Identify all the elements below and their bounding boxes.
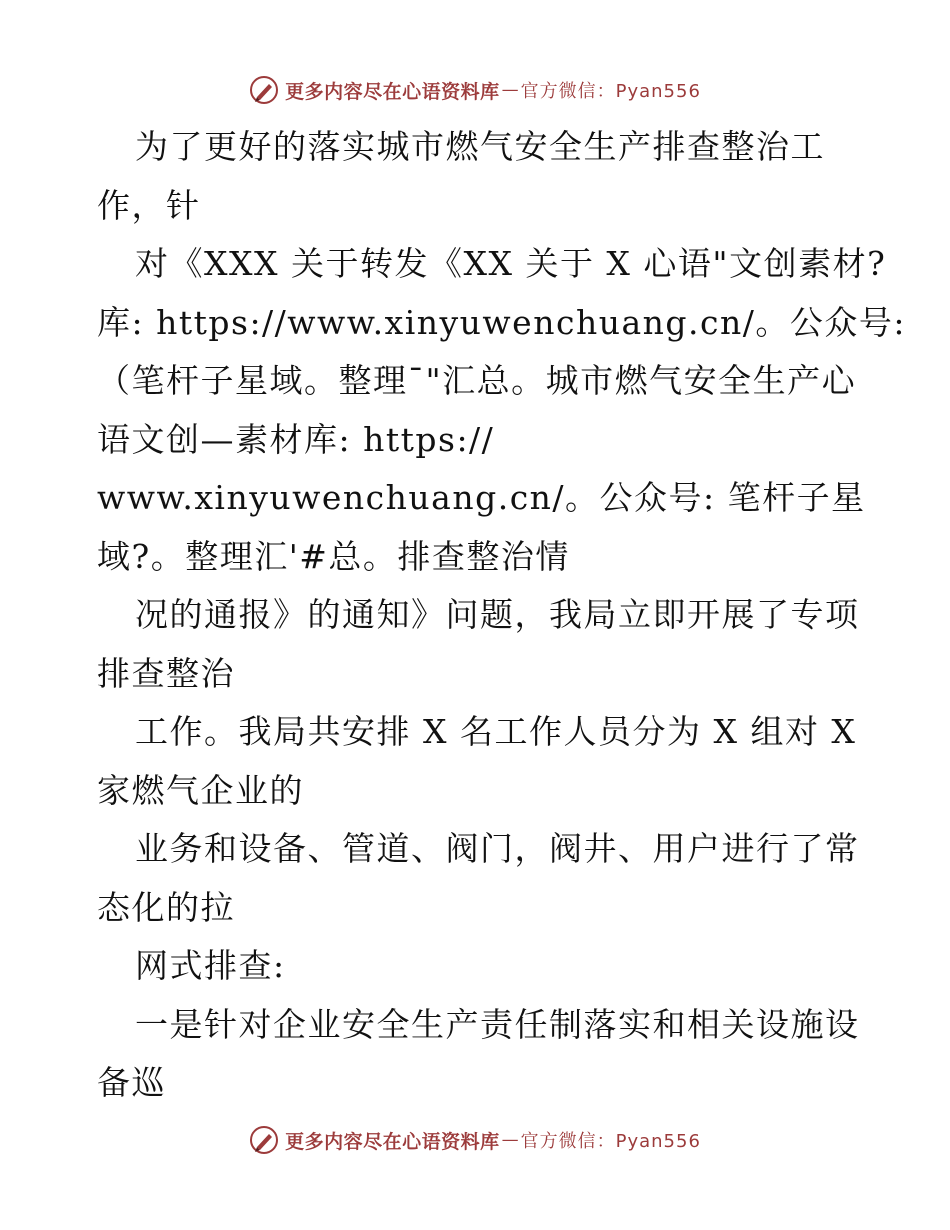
paragraph-line: 态化的拉 [97, 887, 235, 927]
footer-banner-text: 更多内容尽在心语资料库 [285, 1130, 500, 1153]
header-banner-contact: 官方微信：Pyan556 [520, 81, 701, 102]
paragraph-line: 备巡 [97, 1063, 166, 1102]
paragraph-line: 域?。整理汇'#总。排查整治情 [97, 536, 570, 576]
paragraph-line: 工作。我局共安排 X 名工作人员分为 X 组对 X [135, 712, 857, 751]
footer-banner-dash: — [501, 1130, 519, 1150]
paragraph-line: 作，针 [97, 185, 201, 225]
header-banner-text: 更多内容尽在心语资料库 [285, 80, 500, 103]
pen-logo-icon [249, 1125, 279, 1155]
footer-banner [0, 1120, 950, 1160]
header-banner-dash: — [501, 80, 519, 100]
paragraph-line: 业务和设备、管道、阀门，阀井、用户进行了常 [135, 829, 860, 868]
paragraph-line: 对《XXX 关于转发《XX 关于 X 心语"文创素材? [135, 244, 887, 283]
pen-logo-icon [249, 75, 279, 105]
footer-banner-contact: 官方微信：Pyan556 [520, 1131, 701, 1152]
header-banner [0, 70, 950, 110]
paragraph-line: （笔杆子星域。整理¯"汇总。城市燃气安全生产心 [97, 361, 857, 400]
paragraph-line: www.xinyuwenchuang.cn/。公众号: 笔杆子星 [97, 478, 866, 517]
paragraph-line: 库: https://www.xinyuwenchuang.cn/。公众号: [97, 302, 906, 342]
document-body [97, 118, 906, 1113]
paragraph-line: 况的通报》的通知》问题，我局立即开展了专项 [135, 595, 860, 634]
paragraph-line: 排查整治 [97, 653, 235, 693]
paragraph-line: 为了更好的落实城市燃气安全生产排查整治工 [135, 127, 825, 166]
paragraph-line: 一是针对企业安全生产责任制落实和相关设施设 [135, 1004, 860, 1044]
paragraph-line: 语文创—素材库: https:// [97, 419, 495, 459]
paragraph-line: 家燃气企业的 [97, 770, 304, 810]
paragraph-line: 网式排查: [135, 946, 286, 985]
